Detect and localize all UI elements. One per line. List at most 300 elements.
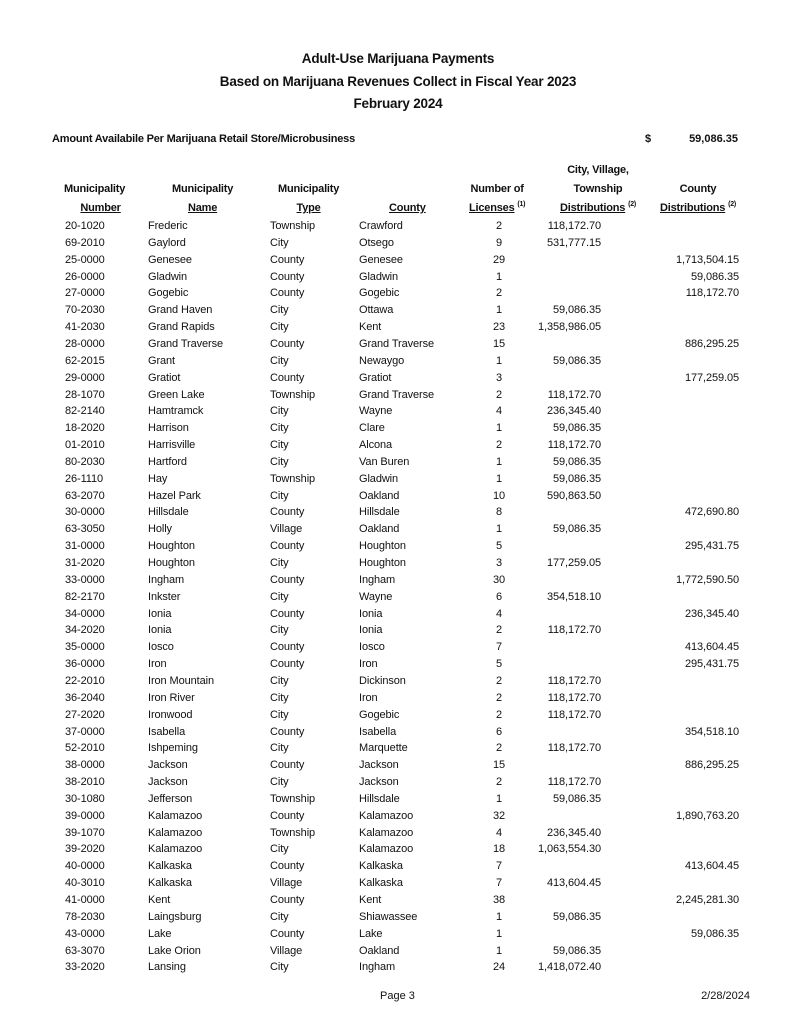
county-name: Wayne	[359, 590, 393, 603]
cvt-distribution: 59,086.35	[552, 792, 601, 805]
table-row	[0, 353, 796, 370]
county-distribution: 118,172.70	[685, 287, 739, 300]
amount-available-value: 59,086.35	[689, 133, 738, 145]
municipality-name: Hamtramck	[148, 405, 204, 418]
county-name: Houghton	[359, 557, 406, 569]
municipality-number: 25-0000	[65, 253, 105, 266]
municipality-name: Harrison	[148, 422, 189, 435]
license-count: 2	[495, 624, 503, 637]
license-count: 1	[495, 927, 503, 940]
municipality-name: Hay	[148, 472, 168, 485]
county-name: Iron	[359, 658, 378, 671]
municipality-number: 62-2015	[65, 354, 105, 367]
county-distribution: 2,245,281.30	[675, 894, 739, 906]
table-row	[0, 555, 796, 572]
municipality-name: Grant	[148, 354, 176, 367]
cvt-distribution: 59,086.35	[552, 422, 601, 435]
cvt-distribution: 118,172.70	[547, 708, 601, 721]
footnote-marker: (1)	[517, 201, 526, 208]
license-count: 2	[495, 691, 503, 704]
municipality-type: City	[270, 489, 289, 502]
table-row	[0, 622, 796, 639]
license-count: 5	[495, 540, 503, 553]
municipality-name: Kalkaska	[148, 877, 192, 890]
document-title: Adult-Use Marijuana Payments	[301, 51, 495, 66]
municipality-type: County	[270, 573, 305, 586]
municipality-number: 43-0000	[65, 927, 105, 940]
county-name: Crawford	[359, 220, 403, 232]
municipality-number: 27-0000	[65, 287, 105, 300]
municipality-name: Green Lake	[148, 388, 205, 401]
license-count: 2	[495, 439, 503, 452]
table-row	[0, 235, 796, 252]
municipality-name: Laingsburg	[148, 910, 202, 923]
municipality-type: County	[270, 337, 305, 350]
table-row	[0, 757, 796, 774]
municipality-name: Jefferson	[148, 792, 193, 805]
county-name: Dickinson	[359, 674, 406, 687]
license-count: 1	[495, 270, 503, 283]
municipality-name: Ishpeming	[148, 742, 198, 755]
municipality-type: County	[270, 927, 305, 940]
county-distribution: 413,604.45	[684, 860, 739, 873]
county-name: Oakland	[359, 489, 400, 502]
municipality-type: City	[270, 961, 289, 974]
cvt-distribution: 118,172.70	[547, 439, 601, 452]
table-row	[0, 538, 796, 555]
cvt-distribution: 59,086.35	[552, 354, 601, 367]
county-name: Newaygo	[359, 354, 405, 367]
municipality-type: Township	[270, 792, 316, 805]
table-row	[0, 521, 796, 538]
table-row	[0, 218, 796, 235]
county-distribution: 177,259.05	[684, 371, 739, 384]
municipality-number: 78-2030	[65, 910, 105, 923]
header-line: County	[389, 202, 426, 214]
municipality-type: Township	[270, 472, 316, 485]
county-name: Iron	[359, 691, 378, 704]
municipality-name: Grand Rapids	[148, 321, 215, 334]
license-count: 4	[495, 405, 503, 418]
municipality-type: County	[270, 270, 305, 283]
table-row	[0, 707, 796, 724]
municipality-number: 39-1070	[65, 826, 105, 839]
county-name: Hillsdale	[359, 792, 400, 805]
municipality-number: 34-2020	[65, 624, 105, 637]
license-count: 15	[492, 759, 506, 772]
table-row	[0, 943, 796, 960]
municipality-number: 41-0000	[65, 894, 105, 906]
cvt-distribution: 1,063,554.30	[537, 843, 601, 856]
municipality-type: City	[270, 776, 289, 789]
table-row	[0, 656, 796, 673]
municipality-type: City	[270, 236, 289, 249]
table-row	[0, 285, 796, 302]
county-name: Van Buren	[359, 455, 410, 468]
license-count: 4	[495, 826, 503, 839]
municipality-type: County	[270, 253, 305, 266]
municipality-name: Ionia	[148, 607, 172, 620]
county-distribution: 886,295.25	[684, 337, 739, 350]
county-name: Ottawa	[359, 304, 394, 317]
municipality-type: County	[270, 607, 305, 620]
municipality-name: Iosco	[148, 641, 174, 654]
cvt-distribution: 118,172.70	[547, 624, 601, 637]
municipality-name: Lansing	[148, 961, 186, 974]
license-count: 8	[495, 506, 503, 519]
county-distribution: 354,518.10	[684, 725, 739, 738]
cvt-distribution: 118,172.70	[547, 674, 601, 687]
county-name: Ingham	[359, 961, 396, 974]
municipality-number: 52-2010	[65, 742, 105, 755]
table-row	[0, 437, 796, 454]
license-count: 32	[492, 809, 506, 822]
municipality-name: Jackson	[148, 759, 188, 772]
header-county	[389, 199, 426, 218]
header-line: Distributions	[559, 202, 626, 214]
table-row	[0, 724, 796, 741]
header-municipality-number	[64, 180, 125, 218]
municipality-number: 39-0000	[65, 809, 105, 822]
county-distribution: 295,431.75	[684, 540, 739, 553]
municipality-name: Houghton	[148, 540, 195, 553]
municipality-number: 37-0000	[65, 725, 105, 738]
table-row	[0, 791, 796, 808]
municipality-number: 20-1020	[65, 220, 105, 232]
municipality-name: Iron	[148, 658, 167, 671]
county-name: Otsego	[359, 236, 394, 249]
municipality-number: 63-3070	[65, 944, 105, 957]
county-name: Grand Traverse	[359, 337, 435, 350]
county-name: Ingham	[359, 573, 396, 586]
table-row	[0, 740, 796, 757]
municipality-name: Hillsdale	[148, 506, 189, 519]
license-count: 1	[495, 354, 503, 367]
header-line: Licenses	[469, 202, 515, 214]
header-line: Name	[188, 202, 218, 214]
municipality-name: Kalamazoo	[148, 843, 203, 856]
municipality-type: County	[270, 894, 305, 906]
table-row	[0, 572, 796, 589]
county-distribution: 886,295.25	[684, 759, 739, 772]
county-name: Lake	[359, 927, 383, 940]
cvt-distribution: 354,518.10	[546, 590, 601, 603]
license-count: 2	[495, 287, 503, 300]
table-row	[0, 825, 796, 842]
municipality-name: Gladwin	[148, 270, 188, 283]
table-row	[0, 606, 796, 623]
county-name: Gogebic	[359, 287, 400, 300]
header-line: City, Village,	[567, 164, 629, 176]
license-count: 23	[492, 321, 506, 334]
header-line: Number of	[470, 183, 524, 195]
county-name: Kalamazoo	[359, 826, 414, 839]
table-row	[0, 488, 796, 505]
county-name: Isabella	[359, 725, 397, 738]
county-distribution: 59,086.35	[690, 270, 739, 283]
cvt-distribution: 531,777.15	[546, 236, 601, 249]
municipality-number: 63-2070	[65, 489, 105, 502]
municipality-type: County	[270, 759, 305, 772]
license-count: 1	[495, 472, 503, 485]
municipality-number: 39-2020	[65, 843, 105, 856]
municipality-name: Grand Haven	[148, 304, 213, 317]
municipality-number: 40-0000	[65, 860, 105, 873]
municipality-type: County	[270, 506, 305, 519]
table-row	[0, 774, 796, 791]
municipality-number: 36-2040	[65, 691, 105, 704]
cvt-distribution: 236,345.40	[546, 826, 601, 839]
county-name: Gladwin	[359, 270, 399, 283]
cvt-distribution: 59,086.35	[552, 944, 601, 957]
county-distribution: 472,690.80	[684, 506, 739, 519]
municipality-number: 41-2030	[65, 321, 105, 334]
county-name: Iosco	[359, 641, 385, 654]
cvt-distribution: 236,345.40	[546, 405, 601, 418]
municipality-type: City	[270, 354, 289, 367]
header-line: Municipality	[278, 183, 340, 195]
municipality-number: 38-2010	[65, 776, 105, 789]
cvt-distribution: 59,086.35	[552, 523, 601, 536]
municipality-number: 18-2020	[65, 422, 105, 435]
county-name: Oakland	[359, 523, 400, 536]
municipality-name: Holly	[148, 523, 172, 536]
county-distribution: 1,890,763.20	[675, 809, 739, 822]
table-row	[0, 639, 796, 656]
license-count: 1	[495, 944, 503, 957]
municipality-number: 82-2140	[65, 405, 105, 418]
municipality-number: 01-2010	[65, 439, 105, 452]
license-count: 1	[495, 304, 503, 317]
license-count: 7	[495, 877, 503, 890]
cvt-distribution: 118,172.70	[547, 742, 601, 755]
municipality-type: County	[270, 287, 305, 300]
cvt-distribution: 59,086.35	[552, 455, 601, 468]
table-row	[0, 875, 796, 892]
county-name: Jackson	[359, 759, 399, 772]
header-line: County	[679, 183, 717, 195]
cvt-distribution: 177,259.05	[546, 557, 601, 569]
municipality-name: Houghton	[148, 557, 195, 569]
amount-available-label: Amount Availabile Per Marijuana Retail Store/Microbusiness	[52, 133, 356, 145]
municipality-type: City	[270, 691, 289, 704]
municipality-number: 33-0000	[65, 573, 105, 586]
county-name: Grand Traverse	[359, 388, 435, 401]
county-name: Oakland	[359, 944, 400, 957]
municipality-name: Ingham	[148, 573, 185, 586]
county-name: Genesee	[359, 253, 403, 266]
table-row	[0, 959, 796, 976]
header-line: Type	[296, 202, 321, 214]
document-subtitle: Based on Marijuana Revenues Collect in Fiscal Year 2023	[219, 74, 577, 89]
municipality-type: City	[270, 321, 289, 334]
header-line: Number	[80, 202, 121, 214]
license-count: 3	[495, 557, 503, 569]
license-count: 7	[495, 641, 503, 654]
municipality-type: City	[270, 624, 289, 637]
cvt-distribution: 118,172.70	[547, 220, 601, 232]
municipality-name: Gratiot	[148, 371, 181, 384]
county-name: Houghton	[359, 540, 406, 553]
county-name: Gratiot	[359, 371, 392, 384]
table-row	[0, 808, 796, 825]
municipality-type: Village	[270, 944, 303, 957]
header-line: Township	[573, 183, 623, 195]
cvt-distribution: 413,604.45	[546, 877, 601, 890]
header-line: Distributions	[659, 202, 726, 214]
table-row	[0, 269, 796, 286]
header-line: Municipality	[172, 183, 234, 195]
municipality-number: 27-2020	[65, 708, 105, 721]
municipality-type: City	[270, 674, 289, 687]
municipality-name: Lake Orion	[148, 944, 201, 957]
county-name: Jackson	[359, 776, 399, 789]
county-name: Kalamazoo	[359, 809, 414, 822]
municipality-name: Grand Traverse	[148, 337, 224, 350]
municipality-name: Kent	[148, 894, 171, 906]
license-count: 2	[495, 388, 503, 401]
county-name: Clare	[359, 422, 385, 435]
license-count: 1	[495, 422, 503, 435]
table-row	[0, 403, 796, 420]
table-row	[0, 370, 796, 387]
license-count: 38	[492, 894, 506, 906]
cvt-distribution: 59,086.35	[552, 910, 601, 923]
county-distribution: 295,431.75	[684, 658, 739, 671]
license-count: 1	[495, 523, 503, 536]
cvt-distribution: 59,086.35	[552, 304, 601, 317]
header-county-distributions	[652, 180, 744, 218]
county-name: Gogebic	[359, 708, 400, 721]
municipality-type: City	[270, 742, 289, 755]
municipality-name: Gaylord	[148, 236, 186, 249]
table-row	[0, 892, 796, 909]
license-count: 2	[495, 776, 503, 789]
license-count: 6	[495, 725, 503, 738]
municipality-type: Township	[270, 388, 316, 401]
table-row	[0, 504, 796, 521]
municipality-number: 70-2030	[65, 304, 105, 317]
municipality-type: County	[270, 725, 305, 738]
license-count: 5	[495, 658, 503, 671]
municipality-number: 38-0000	[65, 759, 105, 772]
municipality-type: City	[270, 590, 289, 603]
license-count: 10	[492, 489, 506, 502]
municipality-type: City	[270, 708, 289, 721]
municipality-number: 34-0000	[65, 607, 105, 620]
table-row	[0, 841, 796, 858]
municipality-number: 82-2170	[65, 590, 105, 603]
county-distribution: 413,604.45	[684, 641, 739, 654]
municipality-type: City	[270, 405, 289, 418]
cvt-distribution: 1,418,072.40	[537, 961, 601, 974]
municipality-name: Genesee	[148, 253, 192, 266]
header-line: Municipality	[64, 183, 126, 195]
municipality-name: Ironwood	[148, 708, 193, 721]
table-row	[0, 926, 796, 943]
county-name: Hillsdale	[359, 506, 400, 519]
footnote-marker: (2)	[628, 201, 637, 208]
municipality-type: County	[270, 540, 305, 553]
municipality-type: City	[270, 557, 289, 569]
license-count: 1	[495, 910, 503, 923]
county-name: Wayne	[359, 405, 393, 418]
municipality-type: County	[270, 860, 305, 873]
municipality-type: County	[270, 371, 305, 384]
municipality-number: 30-0000	[65, 506, 105, 519]
municipality-name: Hartford	[148, 455, 187, 468]
municipality-type: City	[270, 439, 289, 452]
table-row	[0, 673, 796, 690]
license-count: 1	[495, 455, 503, 468]
header-municipality-type	[278, 180, 339, 218]
municipality-type: Township	[270, 220, 316, 232]
table-row	[0, 690, 796, 707]
municipality-number: 80-2030	[65, 455, 105, 468]
municipality-type: City	[270, 422, 289, 435]
municipality-type: Village	[270, 877, 303, 890]
cvt-distribution: 118,172.70	[547, 388, 601, 401]
license-count: 18	[492, 843, 506, 856]
municipality-number: 26-1110	[65, 472, 104, 485]
municipality-number: 33-2020	[65, 961, 105, 974]
county-name: Ionia	[359, 624, 383, 637]
county-name: Kent	[359, 321, 382, 334]
municipality-name: Hazel Park	[148, 489, 201, 502]
table-row	[0, 420, 796, 437]
license-count: 6	[495, 590, 503, 603]
municipality-number: 26-0000	[65, 270, 105, 283]
cvt-distribution: 590,863.50	[546, 489, 601, 502]
license-count: 24	[492, 961, 506, 974]
license-count: 9	[495, 236, 503, 249]
header-cvt-distributions	[552, 161, 644, 218]
municipality-number: 36-0000	[65, 658, 105, 671]
county-name: Kalkaska	[359, 877, 403, 890]
license-count: 15	[492, 337, 506, 350]
license-count: 29	[492, 253, 506, 266]
license-count: 2	[495, 674, 503, 687]
municipality-name: Ionia	[148, 624, 172, 637]
municipality-type: City	[270, 843, 289, 856]
currency-symbol: $	[645, 133, 652, 145]
page-number: Page 3	[380, 990, 415, 1002]
county-name: Kalamazoo	[359, 843, 414, 856]
county-name: Shiawassee	[359, 910, 418, 923]
cvt-distribution: 1,358,986.05	[537, 321, 601, 334]
table-row	[0, 336, 796, 353]
table-row	[0, 858, 796, 875]
license-count: 1	[495, 792, 503, 805]
municipality-type: City	[270, 910, 289, 923]
municipality-number: 31-0000	[65, 540, 105, 553]
municipality-number: 63-3050	[65, 523, 105, 536]
county-name: Kent	[359, 894, 382, 906]
county-distribution: 1,772,590.50	[675, 573, 739, 586]
municipality-number: 28-0000	[65, 337, 105, 350]
table-row	[0, 387, 796, 404]
municipality-name: Kalamazoo	[148, 809, 203, 822]
county-name: Ionia	[359, 607, 383, 620]
footnote-marker: (2)	[728, 201, 737, 208]
license-count: 2	[495, 708, 503, 721]
municipality-number: 69-2010	[65, 236, 105, 249]
county-name: Kalkaska	[359, 860, 403, 873]
license-count: 3	[495, 371, 503, 384]
table-row	[0, 454, 796, 471]
municipality-name: Kalamazoo	[148, 826, 203, 839]
license-count: 7	[495, 860, 503, 873]
